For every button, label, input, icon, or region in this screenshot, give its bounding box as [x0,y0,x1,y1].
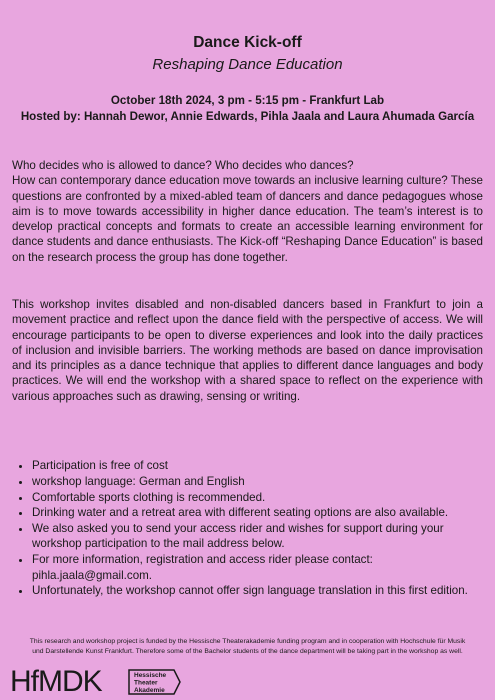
intro-paragraph: How can contemporary dance education move towards an inclusive learning culture? These questions are confronted by a mixed-abled team of dancers and dance pedagogues whose aim is to move towards accessibility in higher dance education. The team’s interest is to develop practical concepts and formats to create an accessible learning environment for dance students and dance enthusiasts. The Kick-off “Reshaping Dance Education” is based on the research process the group has done together. [12,174,483,264]
list-item: • Unfortunately, the workshop cannot offer sign language translation in this first edition. [32,583,483,598]
funding-note: This research and workshop project is funded by the Hessische Theaterakademie funding program and in cooperation with Hochschule für Musik und Darstellende Kunst Frankfurt. Therefore some of the Bachelor students of the dance department will be taking part in the workshop as well. [29,638,466,655]
event-details [18,93,477,125]
list-item: • Drinking water and a retreat area with different seating options are also available. [32,505,483,520]
event-hosts-line: Hosted by: Hannah Dewor, Annie Edwards, Pihla Jaala and Laura Ahumada García [20,110,475,123]
workshop-section [12,297,483,404]
list-item: • Participation is free of cost [32,458,483,473]
hta-logo-line2: Theater [134,679,158,687]
hessische-theaterakademie-logo [126,668,186,696]
info-list [12,458,483,599]
page-subtitle: Reshaping Dance Education [152,56,343,73]
workshop-paragraph: This workshop invites disabled and non-disabled dancers based in Frankfurt to join a movement practice and reflect upon the dance field with the perspective of access. We will encourage participants to be open to diverse experiences and look into the daily practices of inclusion and invisible barriers. The working methods are based on dance improvisation and its principles as a dance technique that applies to different dance languages and body practices. We will end the workshop with a shared space to reflect on the experience with various approaches such as drawing, sensing or writing. [12,298,483,403]
list-item: • Comfortable sports clothing is recommended. [32,490,483,505]
hta-logo-line3: Akademie [134,687,165,694]
list-item: • workshop language: German and English [32,474,483,489]
hta-logo-line1: Hessische [134,672,167,679]
hfmdk-logo-text: HfMDK [10,665,102,695]
list-item: • For more information, registration and access rider please contact: pihla.jaala@gmail.com. [32,552,483,583]
intro-section [12,158,483,265]
page-title: Dance Kick-off [193,34,302,51]
hfmdk-logo [10,665,120,695]
intro-question: Who decides who is allowed to dance? Who decides who dances? [12,159,354,172]
event-date-line: October 18th 2024, 3 pm - 5:15 pm - Frankfurt Lab [110,94,385,107]
list-item: • We also asked you to send your access rider and wishes for support during your workshop participation to the mail address below. [32,521,483,552]
